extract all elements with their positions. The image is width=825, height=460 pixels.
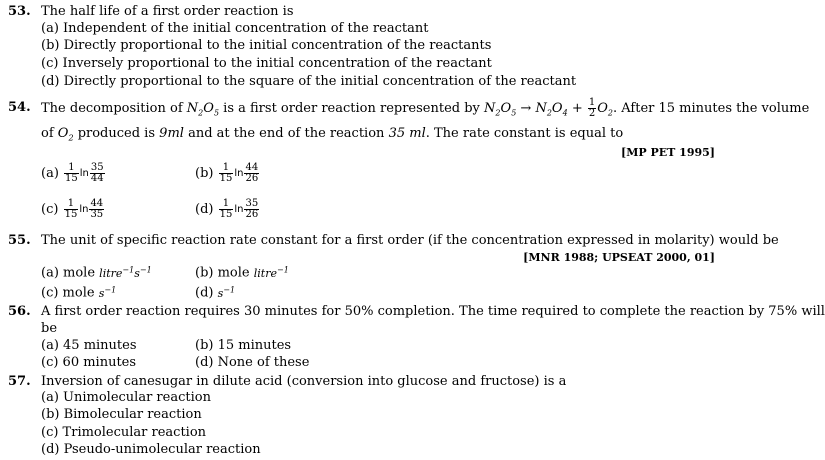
option: (c) Trimolecular reaction [41,425,207,440]
question-text-line2: of $O_2$ produced is 9ml and at the end of the reaction 35 ml. The rate constant is equal to [41,126,624,143]
question-text: The unit of specific reaction rate constant for a first order (if the concentration expressed in molarity) would be [41,233,779,248]
option: (d) Pseudo-unimolecular reaction [41,442,261,457]
option: (c) mole $s^{-1}$ [41,285,117,301]
question-text: Inversion of canesugar in dilute acid (conversion into glucose and fructose) is a [41,374,567,389]
option: (a) mole $litre^{-1}s^{-1}$ [41,265,152,281]
option: (d) $\frac{1}{15}$ ln $\frac{35}{26}$ [195,198,259,220]
source-tag: [MP PET 1995] [621,146,715,159]
question-number: 57. [8,374,31,389]
option: (a) $\frac{1}{15}$ ln $\frac{35}{44}$ [41,162,104,184]
option: (d) Directly proportional to the square of the initial concentration of the reactant [41,74,577,89]
option: (b) 15 minutes [195,338,292,353]
option: (c) $\frac{1}{15}$ ln $\frac{44}{35}$ [41,198,104,220]
option: (a) 45 minutes [41,338,137,353]
question-text: A first order reaction requires 30 minutes for 50% completion. The time required to complete the reaction by 75% will [41,304,825,319]
option: (d) None of these [195,355,310,370]
option: (b) mole litre$^{-1}$ [195,265,289,281]
question-text: The half life of a first order reaction is [41,4,294,19]
question-number: 55. [8,233,31,248]
option: (d) $s^{-1}$ [195,285,236,301]
source-tag: [MNR 1988; UPSEAT 2000, 01] [523,251,715,264]
option: (b) Bimolecular reaction [41,407,202,422]
question-text: The decomposition of $N_2O_5$ is a first order reaction represented by $N_2O_5 \to N_2O_4$ + $\frac{1}{2}$ $O_2$. After 15 minutes the volume [41,97,810,119]
option: (c) 60 minutes [41,355,137,370]
question-text-line2: be [41,321,58,336]
option: (a) Unimolecular reaction [41,390,211,405]
option: (a) Independent of the initial concentration of the reactant [41,21,429,36]
option: (b) Directly proportional to the initial concentration of the reactants [41,38,492,53]
question-number: 53. [8,4,31,19]
question-number: 54. [8,100,31,115]
question-number: 56. [8,304,31,319]
option: (c) Inversely proportional to the initial concentration of the reactant [41,56,492,71]
option: (b) $\frac{1}{15}$ ln $\frac{44}{26}$ [195,162,259,184]
